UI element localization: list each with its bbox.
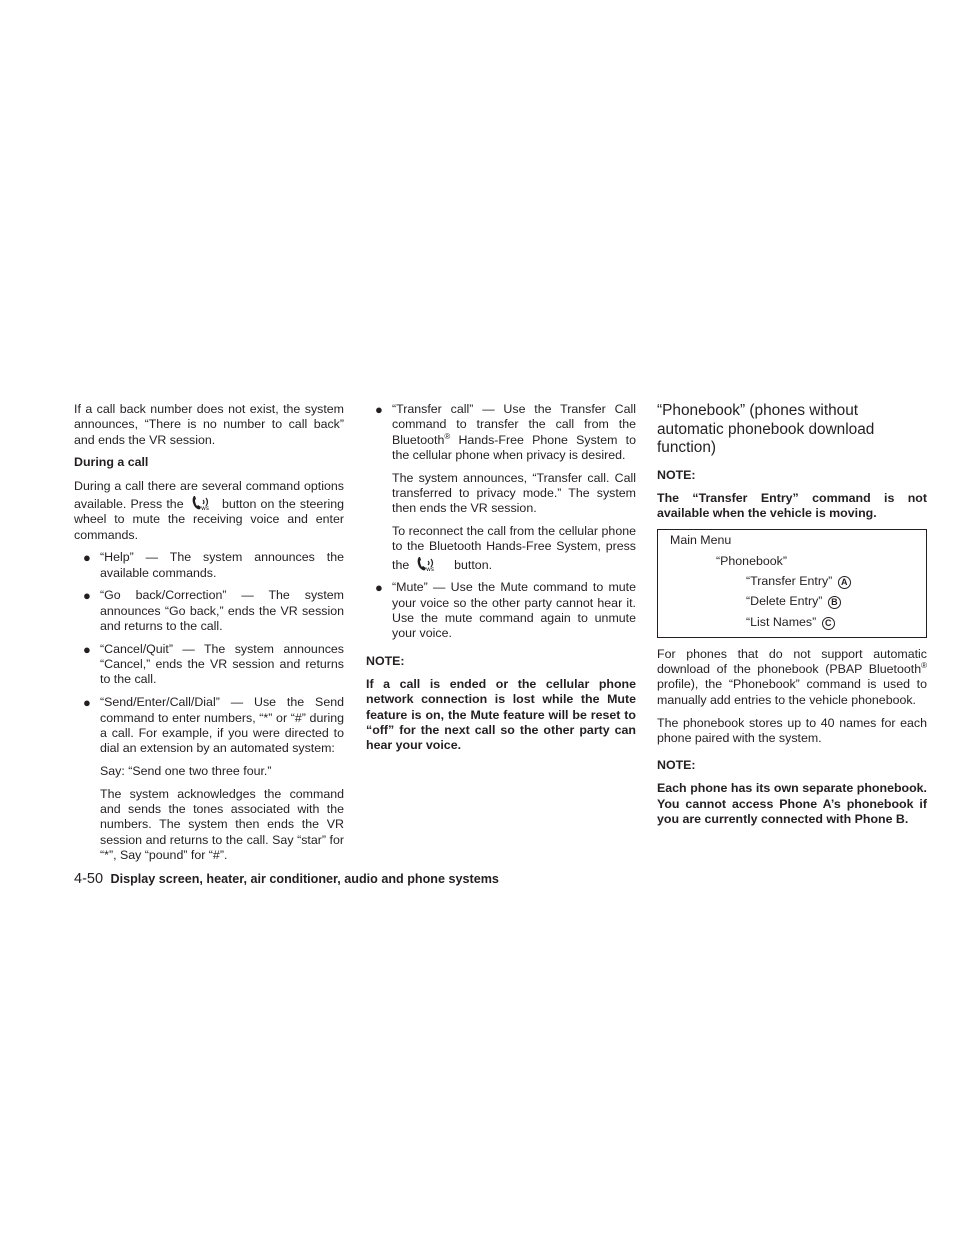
transfer-announce: The system announces, “Transfer call. Call transferred to privacy mode.” The system then ends the VR session. <box>392 470 636 516</box>
acknowledge-paragraph: The system acknowledges the command and sends the tones associated with the numbers. The system then ends the VR session and returns to the call. Say “star” for “*”, Say “pound” for “#”. <box>100 786 344 862</box>
menu-main: Main Menu <box>670 533 732 548</box>
callback-paragraph: If a call back number does not exist, the system announces, “There is no number to call back” and ends the VR session. <box>74 402 344 447</box>
menu-item: “List Names” C <box>670 615 916 630</box>
bullet-icon: ● <box>83 550 91 566</box>
menu-item: “Delete Entry” B <box>670 594 916 609</box>
menu-tree <box>657 529 927 637</box>
page-footer <box>74 872 499 887</box>
command-list-continued <box>366 402 636 463</box>
mute-note: If a call is ended or the cellular phone network connection is lost while the Mute feature is on, the Mute feature will be reset to “off” for the next call so the other party can hear your voice. <box>366 676 636 753</box>
note-label: NOTE: <box>657 467 696 482</box>
bullet-icon: ● <box>83 641 91 657</box>
marker-b-icon: B <box>828 596 841 609</box>
bullet-icon: ● <box>83 588 91 604</box>
during-call-paragraph: During a call there are several command options available. Press the ws button on the steering wheel to mute the receiving voice and enter commands. <box>74 478 344 542</box>
command-list <box>74 550 344 756</box>
list-item: ● “Mute” — Use the Mute command to mute your voice so the other party cannot hear it. Use the mute command again to unmute your voice. <box>375 580 636 641</box>
svg-text:ws: ws <box>200 504 209 511</box>
list-item: ● “Go back/Correction” — The system announces “Go back,” ends the VR session and returns to the call. <box>83 588 344 634</box>
middle-column <box>366 402 636 761</box>
marker-c-icon: C <box>822 617 835 630</box>
menu-item: “Transfer Entry” A <box>670 574 916 589</box>
phonebook-capacity: The phonebook stores up to 40 names for each phone paired with the system. <box>657 715 927 745</box>
note-label: NOTE: <box>657 758 696 773</box>
menu-phonebook: “Phonebook” <box>716 553 787 568</box>
separate-phonebook-note: Each phone has its own separate phonebook. You cannot access Phone A’s phonebook if you are currently connected with Phone B. <box>657 781 927 827</box>
phone-talk-icon <box>190 494 216 511</box>
list-item: ● “Send/Enter/Call/Dial” — Use the Send command to enter numbers, “*” or “#” during a call. For example, if you were directed to dial an extension by an automated system: <box>83 695 344 756</box>
phone-talk-icon <box>415 555 441 572</box>
list-item: ● “Transfer call” — Use the Transfer Call command to transfer the call from the Bluetooth® Hands-Free Phone System to the cellular phone when privacy is desired. <box>375 402 636 462</box>
transfer-entry-note: The “Transfer Entry” command is not available when the vehicle is moving. <box>657 490 927 521</box>
bullet-icon: ● <box>375 402 383 417</box>
note-label: NOTE: <box>366 653 405 668</box>
section-title: “Phonebook” (phones without automatic phonebook download function) <box>657 402 875 456</box>
bullet-icon: ● <box>375 580 383 596</box>
left-column <box>74 402 344 871</box>
svg-text:ws: ws <box>425 565 434 572</box>
list-item: ● “Help” — The system announces the available commands. <box>83 550 344 580</box>
say-example: Say: “Send one two three four.” <box>100 763 272 778</box>
right-column <box>657 402 927 835</box>
marker-a-icon: A <box>838 576 851 589</box>
mute-list <box>366 580 636 641</box>
during-call-heading: During a call <box>74 455 149 470</box>
chapter-title: Display screen, heater, air conditioner, audio and phone systems <box>110 872 499 886</box>
page-number: 4-50 <box>74 871 104 887</box>
reconnect-paragraph: To reconnect the call from the cellular phone to the Bluetooth Hands-Free System, press the ws button. <box>392 524 636 572</box>
list-item: ● “Cancel/Quit” — The system announces “Cancel,” ends the VR session and returns to the call. <box>83 641 344 687</box>
bullet-icon: ● <box>83 695 91 711</box>
pbap-paragraph: For phones that do not support automatic download of the phonebook (PBAP Bluetooth® profile), the “Phonebook” command is used to manually add entries to the vehicle phonebook. <box>657 646 927 707</box>
